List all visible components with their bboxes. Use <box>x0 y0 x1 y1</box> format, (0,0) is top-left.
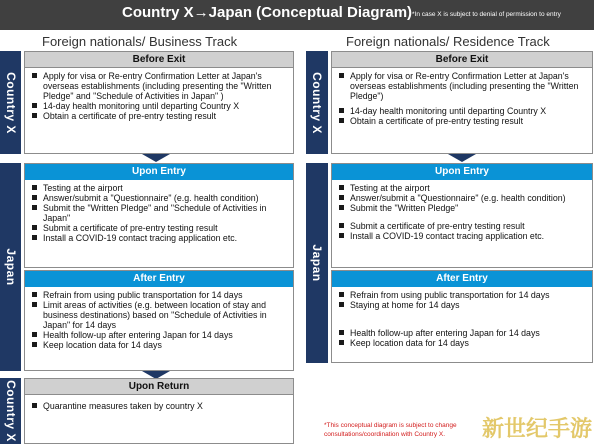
list-item: Submit the "Written Pledge" <box>338 203 588 213</box>
list-item: Submit a certificate of pre-entry testing result <box>31 223 289 233</box>
list-item: Health follow-up after entering Japan for 14 days <box>31 330 289 340</box>
business-side-country-x <box>0 51 21 154</box>
residence-side-country-x <box>306 51 328 154</box>
watermark-logo: 新世纪手游 <box>482 416 593 441</box>
list-item: Answer/submit a "Questionnaire" (e.g. health condition) <box>338 193 588 203</box>
side-label-country-x: Country X <box>310 71 324 134</box>
side-label-japan: Japan <box>3 248 18 286</box>
business-upon-entry-panel <box>24 163 294 268</box>
list-item: Refrain from using public transportation for 14 days <box>31 290 289 300</box>
list-item: Obtain a certificate of pre-entry testing result <box>338 116 588 126</box>
business-upon-return-panel <box>24 378 294 444</box>
side-label-japan: Japan <box>310 244 324 282</box>
list-item: Keep location data for 14 days <box>338 338 588 348</box>
list-item: Refrain from using public transportation for 14 days <box>338 290 588 300</box>
list-item: Answer/submit a "Questionnaire" (e.g. health condition) <box>31 193 289 203</box>
list-item: Install a COVID-19 contact tracing application etc. <box>338 231 588 241</box>
business-upon-entry-header: Upon Entry <box>25 164 293 180</box>
residence-upon-entry-panel <box>331 163 593 268</box>
business-side-country-x-return <box>0 378 21 444</box>
side-label-country-x: Country X <box>3 71 18 134</box>
business-before-exit-header: Before Exit <box>25 52 293 68</box>
list-item: Testing at the airport <box>338 183 588 193</box>
list-item: Quarantine measures taken by country X <box>31 401 289 411</box>
residence-after-entry-header: After Entry <box>332 271 592 287</box>
business-before-exit-panel <box>24 51 294 154</box>
down-arrow-icon <box>448 154 476 162</box>
business-after-entry-header: After Entry <box>25 271 293 287</box>
residence-upon-entry-header: Upon Entry <box>332 164 592 180</box>
list-item: Apply for visa or Re-entry Confirmation Letter at Japan's overseas establishments (including presenting the "Written Pledge") <box>338 71 588 101</box>
residence-before-exit-header: Before Exit <box>332 52 592 68</box>
list-item: Obtain a certificate of pre-entry testing result <box>31 111 289 121</box>
footnote-line: consultations/coordination with Country X. <box>324 431 446 438</box>
list-item: Keep location data for 14 days <box>31 340 289 350</box>
list-item: Staying at home for 14 days <box>338 300 588 310</box>
residence-before-exit-panel <box>331 51 593 154</box>
business-side-japan <box>0 163 21 371</box>
residence-side-japan <box>306 163 328 363</box>
side-label-country-x: Country X <box>3 380 18 442</box>
list-item: Limit areas of activities (e.g. between location of stay and business destinations) based on "Schedule of Activities in Japan" for 14 days <box>31 300 289 330</box>
down-arrow-icon <box>142 154 170 162</box>
business-track-title: Foreign nationals/ Business Track <box>42 34 238 49</box>
footnote <box>324 421 457 439</box>
residence-after-entry-panel <box>331 270 593 363</box>
footnote-line: *This conceptual diagram is subject to change <box>324 422 457 429</box>
list-item: Install a COVID-19 contact tracing application etc. <box>31 233 289 243</box>
list-item: Submit a certificate of pre-entry testing result <box>338 221 588 231</box>
diagram-title: Country X→Japan (Conceptual Diagram) <box>122 4 413 21</box>
business-after-entry-panel <box>24 270 294 371</box>
title-bar <box>0 0 594 30</box>
list-item: Apply for visa or Re-entry Confirmation Letter at Japan's overseas establishments (including presenting the "Written Pledge" and "Schedule of Activities in Japan" ) <box>31 71 289 101</box>
list-item: Testing at the airport <box>31 183 289 193</box>
title-note: *In case X is subject to denial of permission to entry <box>412 11 561 18</box>
business-upon-return-header: Upon Return <box>25 379 293 395</box>
list-item: Submit the "Written Pledge" and "Schedule of Activities in Japan" <box>31 203 289 223</box>
list-item: Health follow-up after entering Japan for 14 days <box>338 328 588 338</box>
list-item: 14-day health monitoring until departing Country X <box>31 101 289 111</box>
list-item: 14-day health monitoring until departing Country X <box>338 106 588 116</box>
residence-track-title: Foreign nationals/ Residence Track <box>346 34 550 49</box>
